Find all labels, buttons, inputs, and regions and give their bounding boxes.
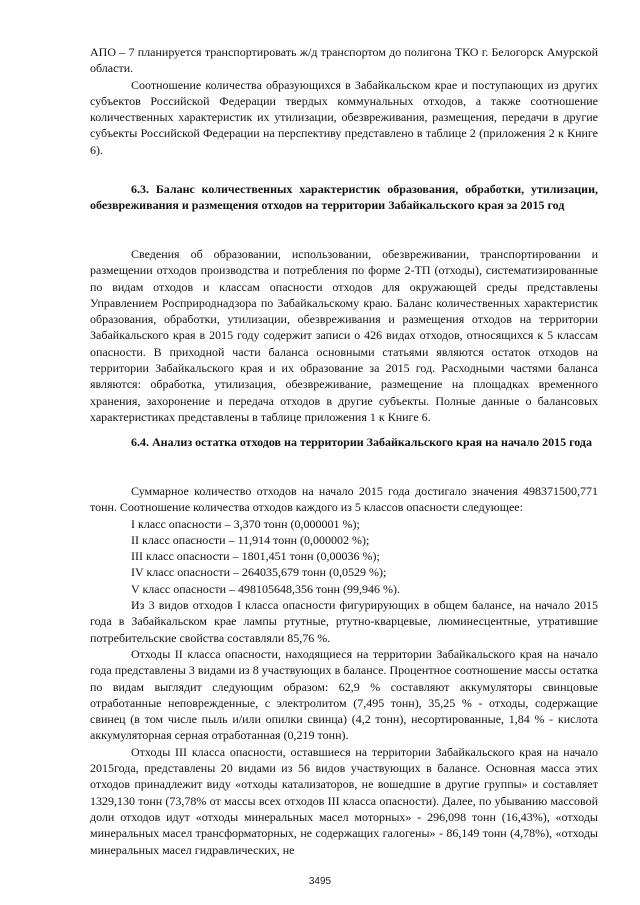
hazard-class-item: V класс опасности – 498105648,356 тонн (99,946 %).: [131, 581, 400, 596]
hazard-class-item: IV класс опасности – 264035,679 тонн (0,0529 %);: [131, 565, 387, 580]
section-6-4-paragraph-4: Отходы III класса опасности, оставшиеся на территории Забайкальского края на начало 2015года, представлены 20 видами из 56 видов участвующих в балансе. Основная масса этих отходов принадлежит виду «отходы катализаторов, не вошедшие в другие группы» и составляет 1329,130 тонн (73,78% от массы всех отходов III класса опасности). Далее, по убыванию массовой доли отходов идут «отходы минеральных масел моторных» - 296,098 тонн (16,43%), «отходы минеральных масел трансформаторных, не содержащих галогены» - 86,149 тонн (4,78%), «отходы минеральных масел гидравлических, не: [90, 744, 598, 857]
intro-paragraph-1: АПО – 7 планируется транспортировать ж/д транспортом до полигона ТКО г. Белогорск Амурской области.: [90, 45, 598, 76]
page-body: [90, 44, 598, 158]
hazard-class-item: I класс опасности – 3,370 тонн (0,000001 %);: [131, 516, 360, 531]
section-6-3-body: [90, 246, 598, 425]
section-6-4-paragraph-3: Отходы II класса опасности, находящиеся на территории Забайкальского края на начало года представлены 3 видами из 8 участвующих в балансе. Процентное соотношение массы остатка по видам выглядит следующим образом: 62,9 % составляют аккумуляторы свинцовые отработанные неповрежденные, с электролитом (7,495 тонн), 35,25 % - отходы, содержащие свинец (в том числе пыль и/или опилки свинца) (4,2 тонн), несортированные, 1,84 % - кислота аккумуляторная серная отработанная (0,219 тонн).: [90, 646, 598, 743]
section-6-4: [90, 434, 598, 450]
section-6-4-heading: 6.4. Анализ остатка отходов на территории Забайкальского края на начало 2015 года: [131, 435, 592, 449]
intro-paragraph-2: Соотношение количества образующихся в Забайкальском крае и поступающих из других субъектов Российской Федерации твердых коммунальных отходов, а также соотношение количественных характеристик их утилизации, обезвреживания, размещения, передачи в другие субъекты Российской Федерации на перспективу представлено в таблице 2 (приложения 2 к Книге 6).: [90, 77, 598, 157]
section-6-4-paragraph-1: Суммарное количество отходов на начало 2015 года достигало значения 498371500,771 тонн. Соотношение количества отходов каждого из 5 классов опасности следующее:: [90, 484, 598, 515]
hazard-class-item: II класс опасности – 11,914 тонн (0,000002 %);: [131, 532, 370, 547]
page-number: 3495: [308, 876, 332, 887]
hazard-class-item: III класс опасности – 1801,451 тонн (0,00036 %);: [131, 549, 380, 564]
section-6-3-heading: 6.3. Баланс количественных характеристик образования, обработки, утилизации, обезвреживания и размещения отходов на территории Забайкальского края за 2015 год: [90, 182, 598, 213]
section-6-3-paragraph: Сведения об образовании, использовании, обезвреживании, транспортировании и размещении отходов производства и потребления по форме 2-ТП (отходы), систематизированные по видам отходов и классам опасности отходов для окружающей среды представлены Управлением Росприроднадзора по Забайкальскому краю. Баланс количественных характеристик образования, обработки, утилизации, обезвреживания и размещения отходов на территории Забайкальского края в 2015 году содержит записи о 426 видах отходов, относящихся к 5 классам опасности. В приходной части баланса основными статьями являются остаток отходов на территории Забайкальского края и их образование за 2015 год. Расходными частями баланса являются: обработка, утилизация, обезвреживание, размещение на площадках временного хранения, захоронение и передача отходов в другие субъекты. Полные данные о балансовых характеристиках представлены в таблице приложения 1 к Книге 6.: [90, 247, 598, 424]
section-6-3: [90, 181, 598, 214]
section-6-4-body: [90, 483, 598, 858]
section-6-4-paragraph-2: Из 3 видов отходов I класса опасности фигурирующих в общем балансе, на начало 2015 года в Забайкальском крае лампы ртутные, ртутно-кварцевые, люминесцентные, утратившие потребительские свойства составляли 85,76 %.: [90, 598, 598, 645]
